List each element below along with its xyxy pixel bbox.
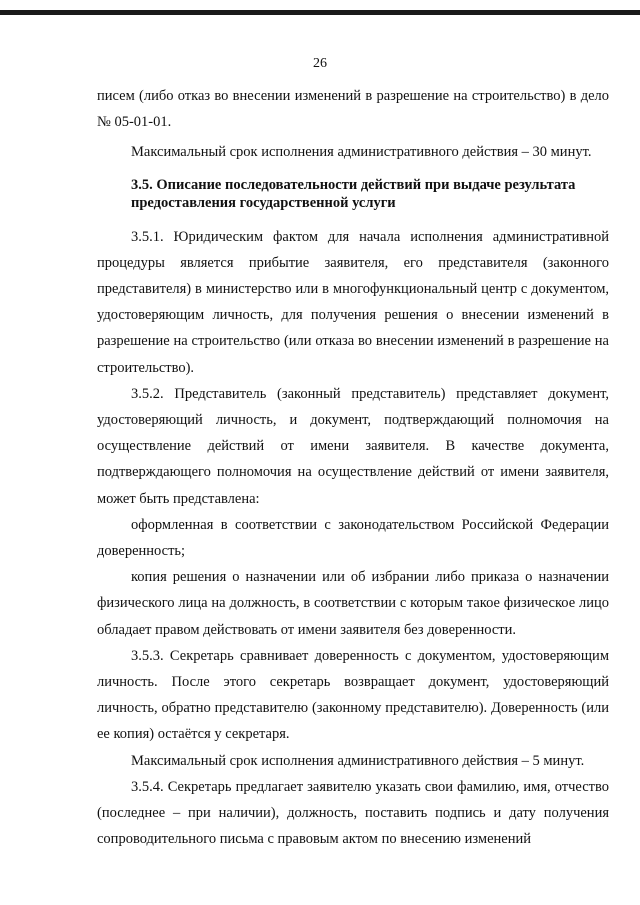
paragraph-max-time-5: Максимальный срок исполнения административного действия – 5 минут. xyxy=(131,752,585,769)
paragraph-3-5-4: 3.5.4. Секретарь предлагает заявителю указать свои фамилию, имя, отчество (последнее – при наличии), должность, поставить подпись и дату получения сопроводительного письма с правовым актом по внесению изменений xyxy=(97,778,609,848)
paragraph-continuation: писем (либо отказ во внесении изменений в разрешение на строительство) в дело № 05-01-01. xyxy=(97,88,609,131)
page-number: 26 xyxy=(313,56,327,71)
section-heading-3-5: 3.5. Описание последовательности действий при выдаче результата предоставления государственной услуги xyxy=(131,176,576,211)
top-border-rule xyxy=(0,10,640,15)
paragraph-max-time-30: Максимальный срок исполнения административного действия – 30 минут. xyxy=(131,144,592,161)
paragraph-appointment-copy: копия решения о назначении или об избрании либо приказа о назначении физического лица на должность, в соответствии с которым такое физическое лицо обладает правом действовать от имени заявителя без доверенности. xyxy=(97,569,609,638)
paragraph-power-of-attorney: оформленная в соответствии с законодательством Российской Федерации доверенность; xyxy=(97,516,609,560)
paragraph-3-5-3: 3.5.3. Секретарь сравнивает доверенность с документом, удостоверяющим личность. После этого секретарь возвращает документ, удостоверяющий личность, обратно представителю (законному представителю). Доверенность (или ее копия) остаётся у секретаря. xyxy=(97,647,609,743)
document-body xyxy=(97,83,609,852)
paragraph-3-5-2: 3.5.2. Представитель (законный представитель) представляет документ, удостоверяющий личность, и документ, подтверждающий полномочия на осуществление действий от имени заявителя. В качестве документа, подтверждающего полномочия на осуществление действий от имени заявителя, может быть представлена: xyxy=(97,385,609,507)
paragraph-3-5-1: 3.5.1. Юридическим фактом для начала исполнения административной процедуры является прибытие заявителя, его представителя (законного представителя) в министерство или в многофункциональный центр с документом, удостоверяющим личность, для получения решения о внесении изменений в разрешение на строительство (или отказа во внесении изменений в разрешение на строительство). xyxy=(97,228,609,376)
